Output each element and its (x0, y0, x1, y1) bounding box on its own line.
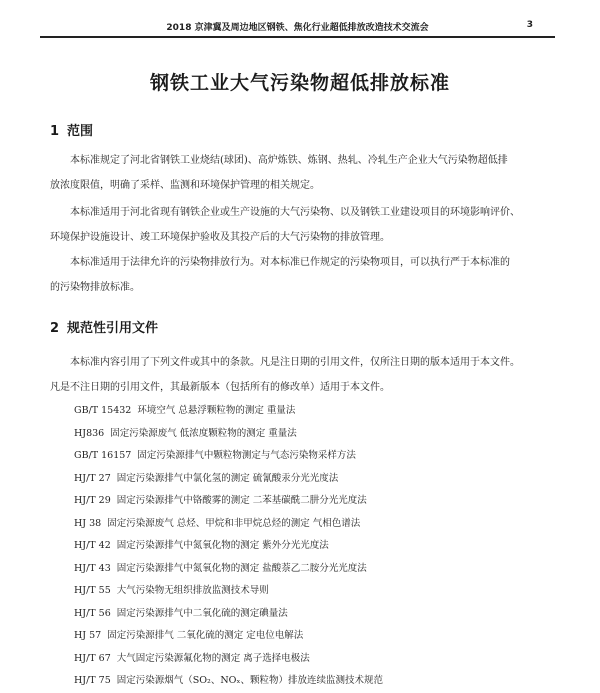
reference-code: HJ/T 27 (74, 472, 111, 484)
reference-title: 环境空气 总悬浮颗粒物的测定 重量法 (137, 405, 296, 416)
running-header (40, 18, 555, 38)
paragraph-line: 本标准适用于河北省现有钢铁企业或生产设施的大气污染物、以及钢铁工业建设项目的环境影响评价、 (70, 207, 520, 218)
reference-title: 固定污染源排气中氯化氢的测定 硫氰酸汞分光光度法 (116, 472, 339, 484)
reference-code: GB/T 15432 (74, 405, 132, 416)
reference-title: 固定污染源烟气（SO₂、NOₓ、颗粒物）排放连续监测技术规范 (116, 675, 383, 686)
section-2-number: 2 (50, 321, 60, 336)
section-1-paragraph-1 (50, 148, 562, 198)
reference-title: 固定污染源排气中铬酸雾的测定 二苯基碳酰二肼分光光度法 (116, 495, 367, 506)
section-1-paragraph-2 (50, 200, 562, 250)
reference-title: 固定污染源废气 低浓度颗粒物的测定 重量法 (110, 427, 297, 439)
paragraph-line: 环境保护设施设计、竣工环境保护验收及其投产后的大气污染物的排放管理。 (50, 232, 390, 243)
section-1-number: 1 (50, 124, 60, 139)
reference-title: 固定污染源排气中颗粒物测定与气态污染物采样方法 (137, 450, 356, 461)
reference-title: 大气污染物无组织排放监测技术导则 (116, 585, 269, 596)
section-1-paragraph-3 (50, 250, 562, 300)
paragraph-line: 凡是不注日期的引用文件，其最新版本（包括所有的修改单）适用于本文件。 (50, 382, 390, 393)
reference-item (74, 648, 554, 671)
reference-item (74, 400, 554, 423)
reference-item (74, 670, 554, 693)
reference-code: HJ836 (74, 427, 105, 439)
reference-list (74, 400, 554, 693)
section-2-intro (50, 350, 562, 400)
paragraph-line: 放浓度限值，明确了采样、监测和环境保护管理的相关规定。 (50, 180, 320, 191)
section-1-title: 范围 (67, 124, 94, 139)
reference-item (74, 468, 554, 491)
header-title: 2018 京津冀及周边地区钢铁、焦化行业超低排放改造技术交流会 (166, 23, 429, 33)
reference-item (74, 513, 554, 536)
paragraph-line: 的污染物排放标准。 (50, 282, 140, 293)
reference-code: HJ/T 42 (74, 540, 111, 551)
reference-code: HJ/T 43 (74, 562, 111, 574)
paragraph-line: 本标准规定了河北省钢铁工业烧结(球团)、高炉炼铁、炼钢、热轧、冷轧生产企业大气污染物超低排 (70, 155, 508, 166)
reference-title: 固定污染源排气中二氧化硫的测定碘量法 (116, 607, 288, 619)
reference-item (74, 603, 554, 626)
reference-title: 固定污染源排气 二氧化硫的测定 定电位电解法 (107, 630, 304, 641)
reference-title: 固定污染源排气中氮氧化物的测定 紫外分光光度法 (116, 540, 329, 551)
reference-item (74, 490, 554, 513)
section-2-heading (50, 317, 158, 336)
section-1-heading (50, 120, 93, 139)
reference-code: HJ/T 75 (74, 675, 111, 686)
reference-item (74, 625, 554, 648)
reference-code: HJ/T 56 (74, 607, 111, 619)
reference-item (74, 535, 554, 558)
reference-title: 固定污染源废气 总烃、甲烷和非甲烷总烃的测定 气相色谱法 (107, 517, 361, 529)
reference-code: HJ 57 (74, 630, 102, 641)
reference-code: HJ 38 (74, 517, 102, 529)
reference-code: HJ/T 55 (74, 585, 111, 596)
document-title: 钢铁工业大气污染物超低排放标准 (149, 72, 450, 94)
reference-item (74, 423, 554, 446)
reference-code: HJ/T 67 (74, 652, 111, 664)
page-number: 3 (526, 20, 533, 30)
reference-code: HJ/T 29 (74, 495, 111, 506)
section-2-title: 规范性引用文件 (67, 321, 159, 336)
paragraph-line: 本标准内容引用了下列文件或其中的条款。凡是注日期的引用文件，仅所注日期的版本适用于本文件。 (70, 357, 520, 368)
reference-title: 大气固定污染源氟化物的测定 离子选择电极法 (116, 652, 310, 664)
reference-code: GB/T 16157 (74, 450, 132, 461)
reference-item (74, 558, 554, 581)
reference-item (74, 445, 554, 468)
paragraph-line: 本标准适用于法律允许的污染物排放行为。对本标准已作规定的污染物项目，可以执行严于本标准的 (70, 257, 510, 268)
reference-item (74, 580, 554, 603)
reference-title: 固定污染源排气中氮氧化物的测定 盐酸萘乙二胺分光光度法 (116, 562, 367, 574)
